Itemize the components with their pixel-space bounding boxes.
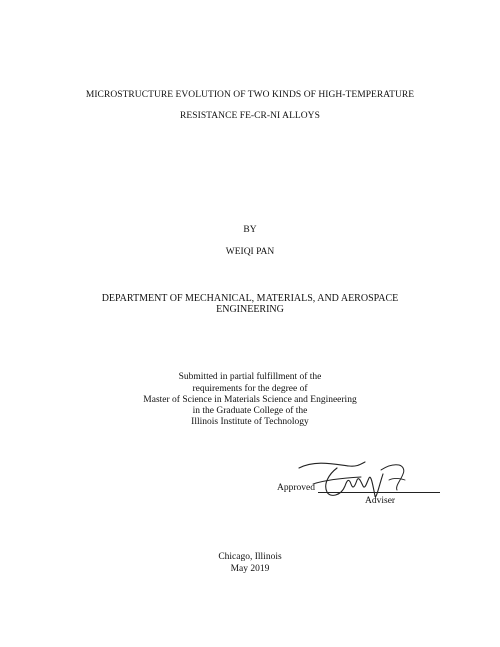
location: Chicago, Illinois <box>218 552 282 562</box>
department-line-1: DEPARTMENT OF MECHANICAL, MATERIALS, AND AEROSPACE <box>101 293 399 304</box>
submission-line-1: Submitted in partial fulfillment of the <box>178 372 322 382</box>
submission-line-3: Master of Science in Materials Science and Engineering <box>143 395 357 405</box>
submission-line-5: Illinois Institute of Technology <box>191 417 309 427</box>
author-name: WEIQI PAN <box>225 247 275 257</box>
department-line-2: ENGINEERING <box>216 304 284 315</box>
by-label: BY <box>243 225 257 235</box>
title-line-2: RESISTANCE FE-CR-NI ALLOYS <box>180 111 320 121</box>
adviser-signature-image <box>295 456 415 504</box>
title-line-1: MICROSTRUCTURE EVOLUTION OF TWO KINDS OF HIGH-TEMPERATURE <box>85 90 415 100</box>
submission-line-4: in the Graduate College of the <box>192 406 308 416</box>
date: May 2019 <box>230 564 270 574</box>
submission-line-2: requirements for the degree of <box>192 384 308 394</box>
approved-label: Approved <box>277 483 315 493</box>
adviser-label: Adviser <box>365 496 396 506</box>
